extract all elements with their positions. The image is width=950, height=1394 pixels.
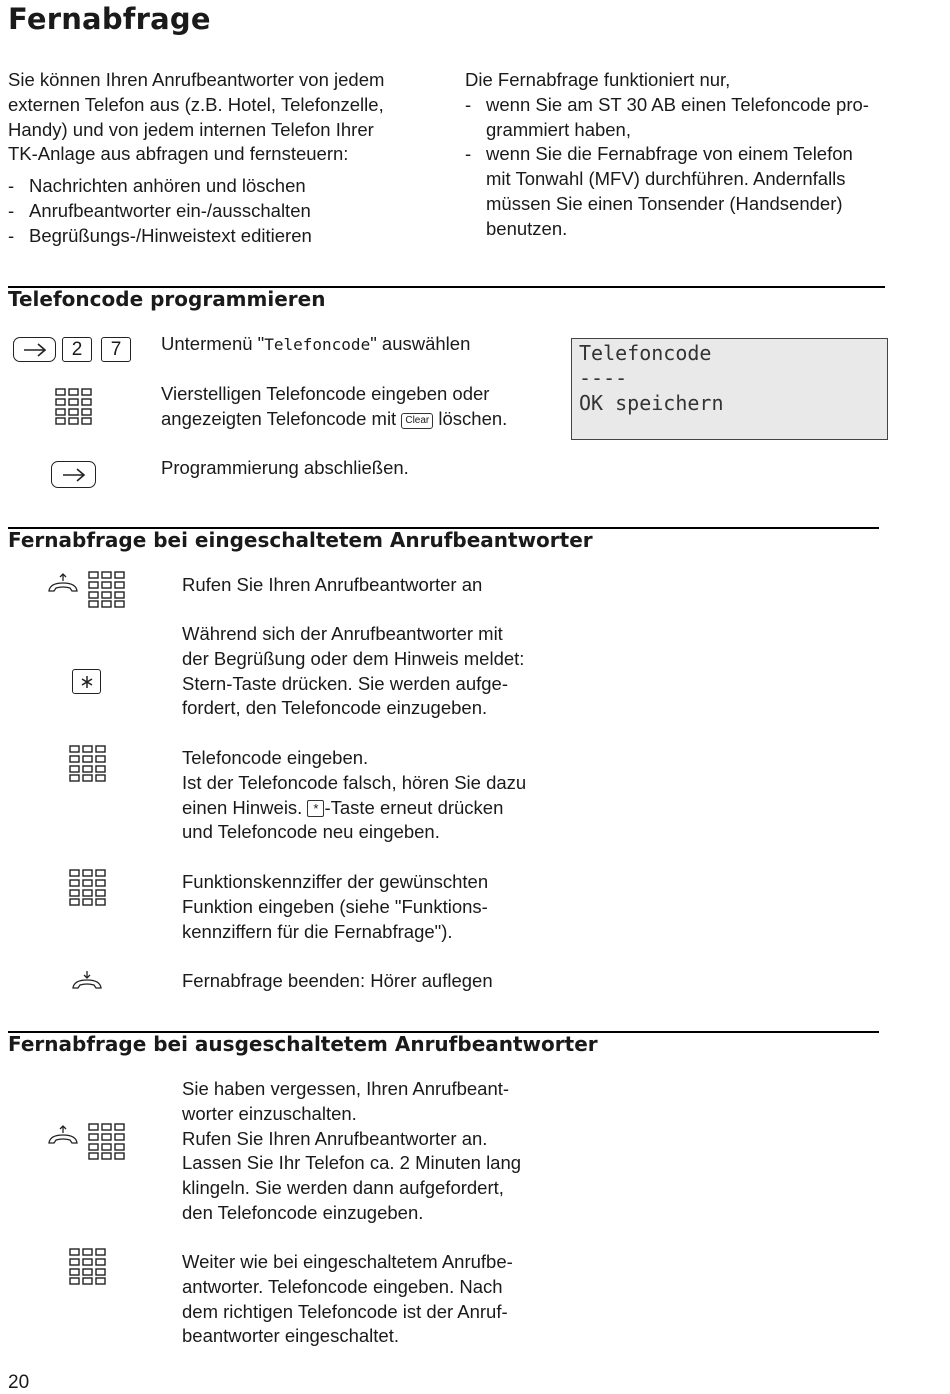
- clear-key-icon: Clear: [401, 413, 433, 429]
- star-key-icon: *: [307, 800, 324, 817]
- page-title: Fernabfrage: [8, 2, 211, 36]
- list-item-cont: grammiert haben,: [486, 118, 631, 140]
- digit-key-icon: 7: [101, 337, 131, 362]
- list-item: - wenn Sie die Fernabfrage von einem Telefon: [465, 143, 853, 165]
- step-text: Telefoncode eingeben. Ist der Telefoncode falsch, hören Sie dazu einen Hinweis. * -Taste erneut drücken und Telefoncode neu eingeben.: [182, 747, 527, 843]
- step-text: Fernabfrage beenden: Hörer auflegen: [182, 970, 493, 991]
- keypad-icon: [55, 388, 92, 425]
- section-heading: Telefoncode programmieren: [8, 287, 326, 311]
- display-line: ----: [579, 366, 628, 390]
- keypad-icon: [69, 745, 106, 782]
- handset-lift-icon: [47, 573, 79, 593]
- intro-line: Sie können Ihren Anrufbeantworter von jedem: [8, 69, 385, 90]
- step-text: Untermenü "Telefoncode" auswählen: [161, 333, 471, 354]
- intro-right: [465, 68, 905, 242]
- list-item: - Begrüßungs-/Hinweistext editieren: [8, 224, 312, 246]
- keypad-icon: [69, 1248, 106, 1285]
- confirm-arrow-key-icon: [51, 461, 96, 488]
- intro-left: [8, 68, 448, 249]
- digit-key-icon: 2: [62, 337, 92, 362]
- keypad-icon: [88, 1123, 125, 1160]
- list-item: - wenn Sie am ST 30 AB einen Telefoncode pro-: [465, 93, 869, 115]
- list-item: - Anrufbeantworter ein-/ausschalten: [8, 199, 311, 221]
- intro-line: Handy) und von jedem internen Telefon Ihrer: [8, 118, 374, 140]
- step-text: Programmierung abschließen.: [161, 457, 409, 478]
- list-item-cont: müssen Sie einen Tonsender (Handsender): [486, 192, 843, 214]
- page-number: 20: [8, 1372, 30, 1393]
- lcd-display: [571, 338, 888, 440]
- confirm-arrow-key-icon: [13, 337, 56, 362]
- step-text: Sie haben vergessen, Ihren Anrufbeant- worter einzuschalten. Rufen Sie Ihren Anrufbeantworter an. Lassen Sie Ihr Telefon ca. 2 Minuten lang klingeln. Sie werden dann aufgefordert, den Telefoncode einzugeben.: [182, 1078, 522, 1223]
- step-text: Weiter wie bei eingeschaltetem Anrufbe- antworter. Telefoncode eingeben. Nach dem richtigen Telefoncode ist der Anruf- beantworter eingeschaltet.: [182, 1251, 513, 1347]
- handset-hangup-icon: [71, 970, 103, 990]
- step-text: Funktionskennziffer der gewünschten Funktion eingeben (siehe "Funktions- kennziffern für die Fernabfrage").: [182, 871, 489, 942]
- intro-line: externen Telefon aus (z.B. Hotel, Telefonzelle,: [8, 93, 384, 115]
- display-line: OK speichern: [579, 391, 724, 415]
- handset-lift-icon: [47, 1125, 79, 1145]
- step-text: Rufen Sie Ihren Anrufbeantworter an: [182, 574, 483, 595]
- intro-lead: Die Fernabfrage funktioniert nur,: [465, 69, 731, 90]
- intro-line: TK-Anlage aus abfragen und fernsteuern:: [8, 143, 349, 165]
- section-heading: Fernabfrage bei eingeschaltetem Anrufbeantworter: [8, 528, 593, 552]
- list-item-cont: benutzen.: [486, 217, 568, 239]
- list-item-cont: mit Tonwahl (MFV) durchführen. Andernfalls: [486, 168, 846, 190]
- step-text: Vierstelligen Telefoncode eingeben oder angezeigten Telefoncode mit Clear löschen.: [161, 383, 508, 429]
- keypad-icon: [69, 869, 106, 906]
- section-heading: Fernabfrage bei ausgeschaltetem Anrufbeantworter: [8, 1032, 598, 1056]
- keypad-icon: [88, 571, 125, 608]
- list-item: - Nachrichten anhören und löschen: [8, 175, 306, 197]
- step-text: Während sich der Anrufbeantworter mit der Begrüßung oder dem Hinweis meldet: Stern-Taste drücken. Sie werden aufge- fordert, den Telefoncode einzugeben.: [182, 623, 525, 719]
- star-key-icon: [72, 669, 101, 694]
- display-line: Telefoncode: [579, 341, 712, 365]
